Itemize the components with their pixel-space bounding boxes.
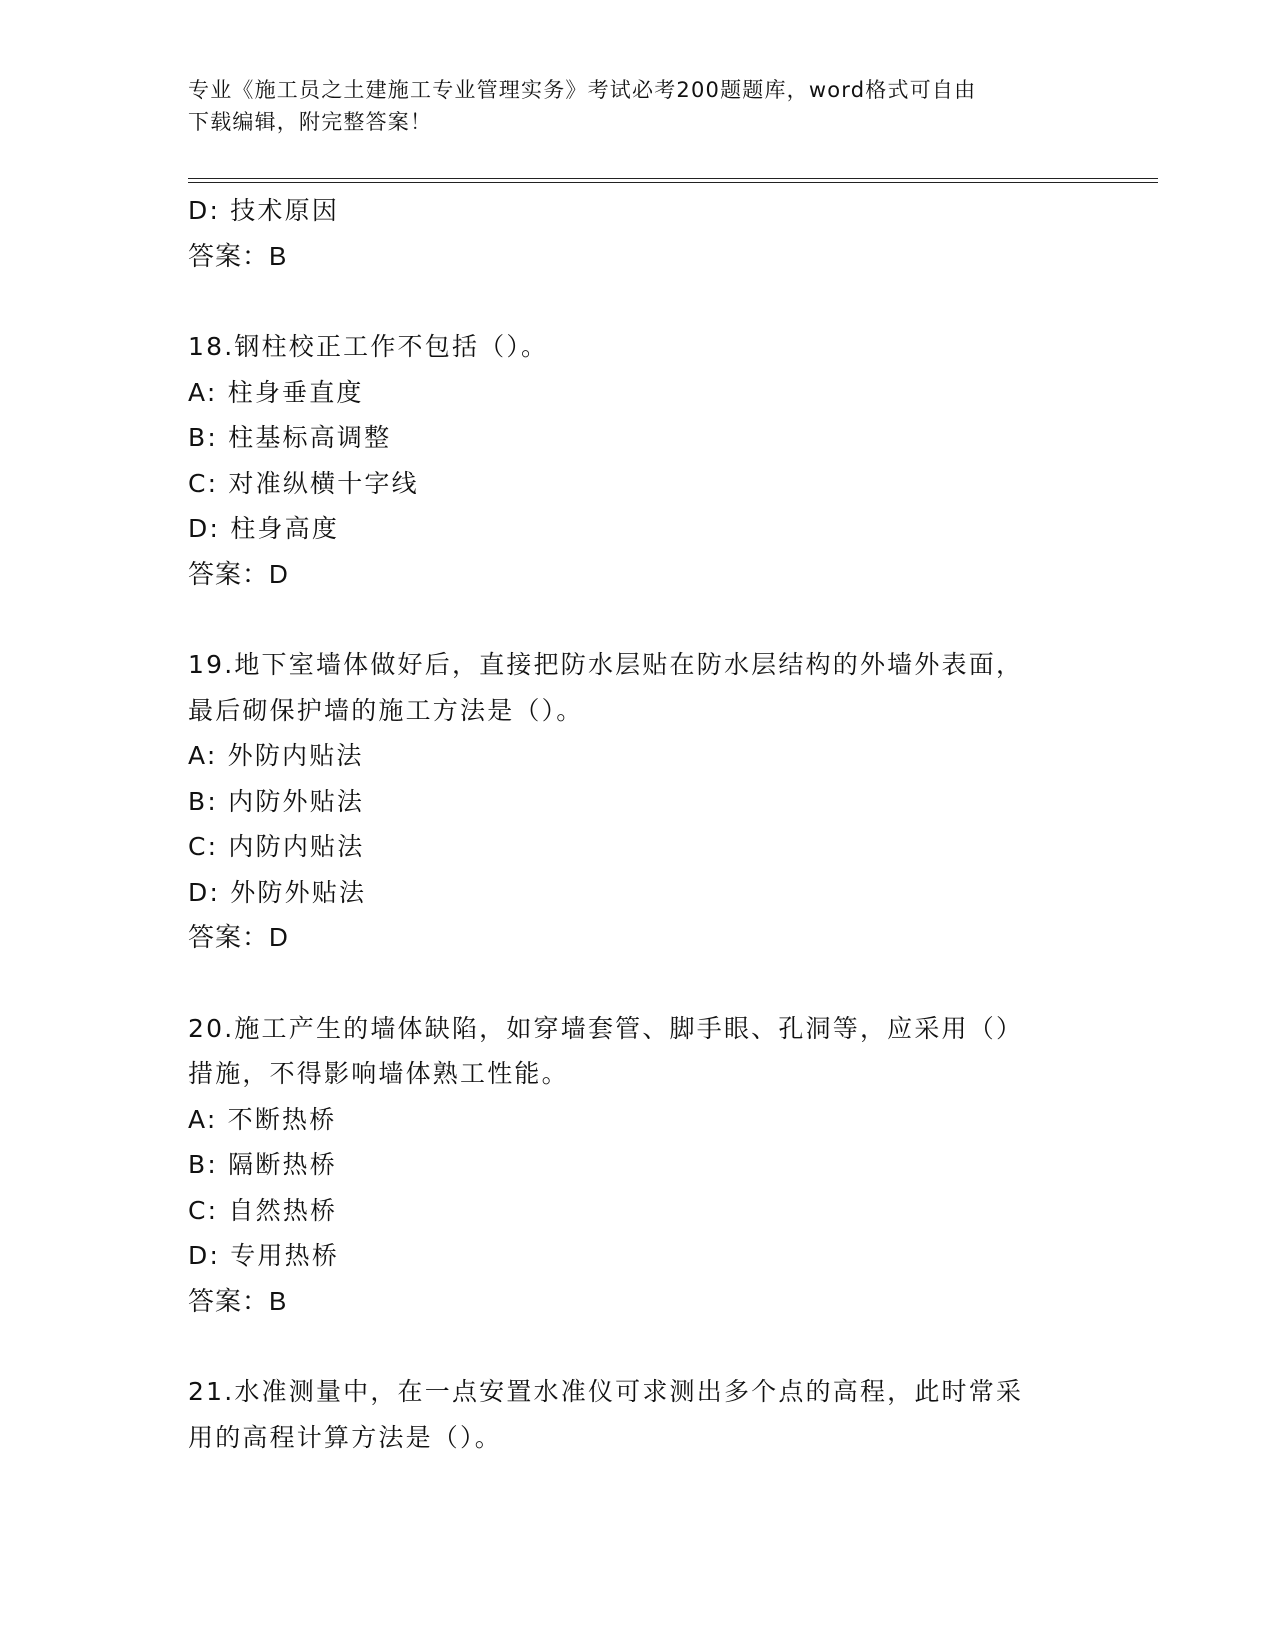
- option-d: D: 专用热桥: [188, 1241, 340, 1270]
- question-stem: 20.施工产生的墙体缺陷，如穿墙套管、脚手眼、孔洞等，应采用（）: [188, 1013, 1024, 1043]
- spacer: [188, 279, 1088, 324]
- document-header: [188, 74, 1068, 138]
- question-fragment-17: [188, 188, 1088, 279]
- option-a: A: 不断热桥: [188, 1104, 337, 1134]
- question-stem: 19.地下室墙体做好后，直接把防水层贴在防水层结构的外墙外表面，: [188, 650, 1024, 679]
- header-line-1: 专业《施工员之土建施工专业管理实务》考试必考200题题库，word格式可自由: [188, 78, 977, 102]
- question-18: [188, 324, 1088, 597]
- option-d: D: 外防外贴法: [188, 877, 367, 907]
- header-divider-top: [188, 178, 1158, 179]
- question-stem-continued: 措施，不得影响墙体熟工性能。: [188, 1059, 569, 1088]
- option-a: A: 外防内贴法: [188, 741, 364, 770]
- spacer: [188, 597, 1088, 642]
- question-stem-continued: 用的高程计算方法是（）。: [188, 1422, 502, 1452]
- option-c: C: 内防内贴法: [188, 832, 365, 861]
- option-a: A: 柱身垂直度: [188, 377, 364, 407]
- option-b: B: 内防外贴法: [188, 786, 365, 816]
- answer-line: 答案：B: [188, 1285, 288, 1316]
- answer-line: 答案：B: [188, 240, 288, 271]
- question-stem: 21.水准测量中，在一点安置水准仪可求测出多个点的高程，此时常采: [188, 1377, 1024, 1406]
- header-line-2: 下载编辑，附完整答案！: [188, 110, 433, 134]
- answer-line: 答案：D: [188, 558, 289, 589]
- option-b: B: 柱基标高调整: [188, 423, 392, 452]
- header-divider-bottom: [188, 182, 1158, 183]
- option-c: C: 对准纵横十字线: [188, 468, 419, 498]
- option-d: D: 柱身高度: [188, 514, 340, 543]
- option-d: D: 技术原因: [188, 196, 340, 225]
- question-20: [188, 1006, 1088, 1325]
- spacer: [188, 1324, 1088, 1369]
- spacer: [188, 961, 1088, 1006]
- question-list: [188, 188, 1088, 1460]
- answer-line: 答案：D: [188, 922, 289, 952]
- question-stem: 18.钢柱校正工作不包括（）。: [188, 332, 549, 361]
- question-stem-continued: 最后砌保护墙的施工方法是（）。: [188, 695, 584, 725]
- option-b: B: 隔断热桥: [188, 1150, 337, 1179]
- question-21: [188, 1369, 1088, 1460]
- question-19: [188, 642, 1088, 961]
- option-c: C: 自然热桥: [188, 1195, 338, 1225]
